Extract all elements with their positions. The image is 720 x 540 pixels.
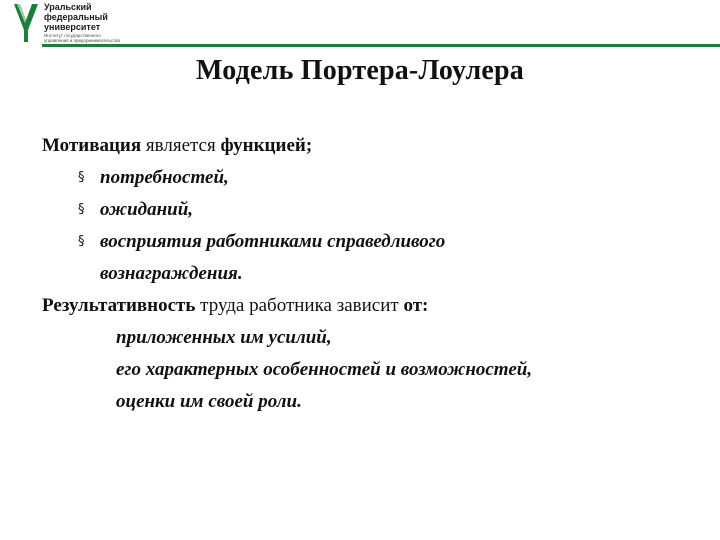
institute-line: управления и предпринимательства bbox=[44, 38, 120, 43]
bullet-marker-icon: § bbox=[78, 202, 85, 217]
motivation-factors-list bbox=[42, 162, 682, 290]
institute-line: Институт государственного bbox=[44, 33, 101, 38]
performance-paragraph bbox=[42, 290, 682, 322]
list-item bbox=[42, 226, 682, 290]
list-item-text: ожиданий, bbox=[100, 199, 194, 220]
institute-name bbox=[44, 33, 120, 43]
logo-line: Уральский bbox=[44, 2, 92, 12]
slide-title: Модель Портера-Лоулера bbox=[196, 55, 524, 86]
bullet-marker-icon: § bbox=[78, 170, 85, 185]
term-performance: Результативность bbox=[42, 295, 196, 316]
logo-line: университет bbox=[44, 22, 101, 32]
header-divider bbox=[42, 44, 720, 47]
list-item: приложенных им усилий, bbox=[116, 327, 332, 348]
list-item: его характерных особенностей и возможностей, bbox=[116, 359, 533, 380]
university-name bbox=[44, 2, 108, 32]
list-item bbox=[42, 162, 682, 194]
list-item bbox=[42, 194, 682, 226]
term-from: от: bbox=[403, 295, 429, 316]
motivation-paragraph bbox=[42, 130, 682, 162]
para2-text: труда работника зависит bbox=[195, 295, 404, 316]
list-item: оценки им своей роли. bbox=[116, 391, 302, 412]
bullet-marker-icon: § bbox=[78, 234, 85, 249]
slide-header bbox=[0, 0, 720, 50]
performance-factors-list bbox=[42, 322, 682, 418]
slide-body bbox=[42, 130, 682, 418]
university-logo-icon bbox=[14, 4, 38, 42]
term-function: функцией; bbox=[220, 135, 313, 156]
logo-line: федеральный bbox=[44, 12, 108, 22]
list-item-text-continued: вознаграждения. bbox=[100, 263, 243, 284]
term-motivation: Мотивация bbox=[42, 135, 142, 156]
list-item-text: восприятия работниками справедливого bbox=[100, 231, 446, 252]
para1-text: является bbox=[141, 135, 221, 156]
list-item-text: потребностей, bbox=[100, 167, 229, 188]
